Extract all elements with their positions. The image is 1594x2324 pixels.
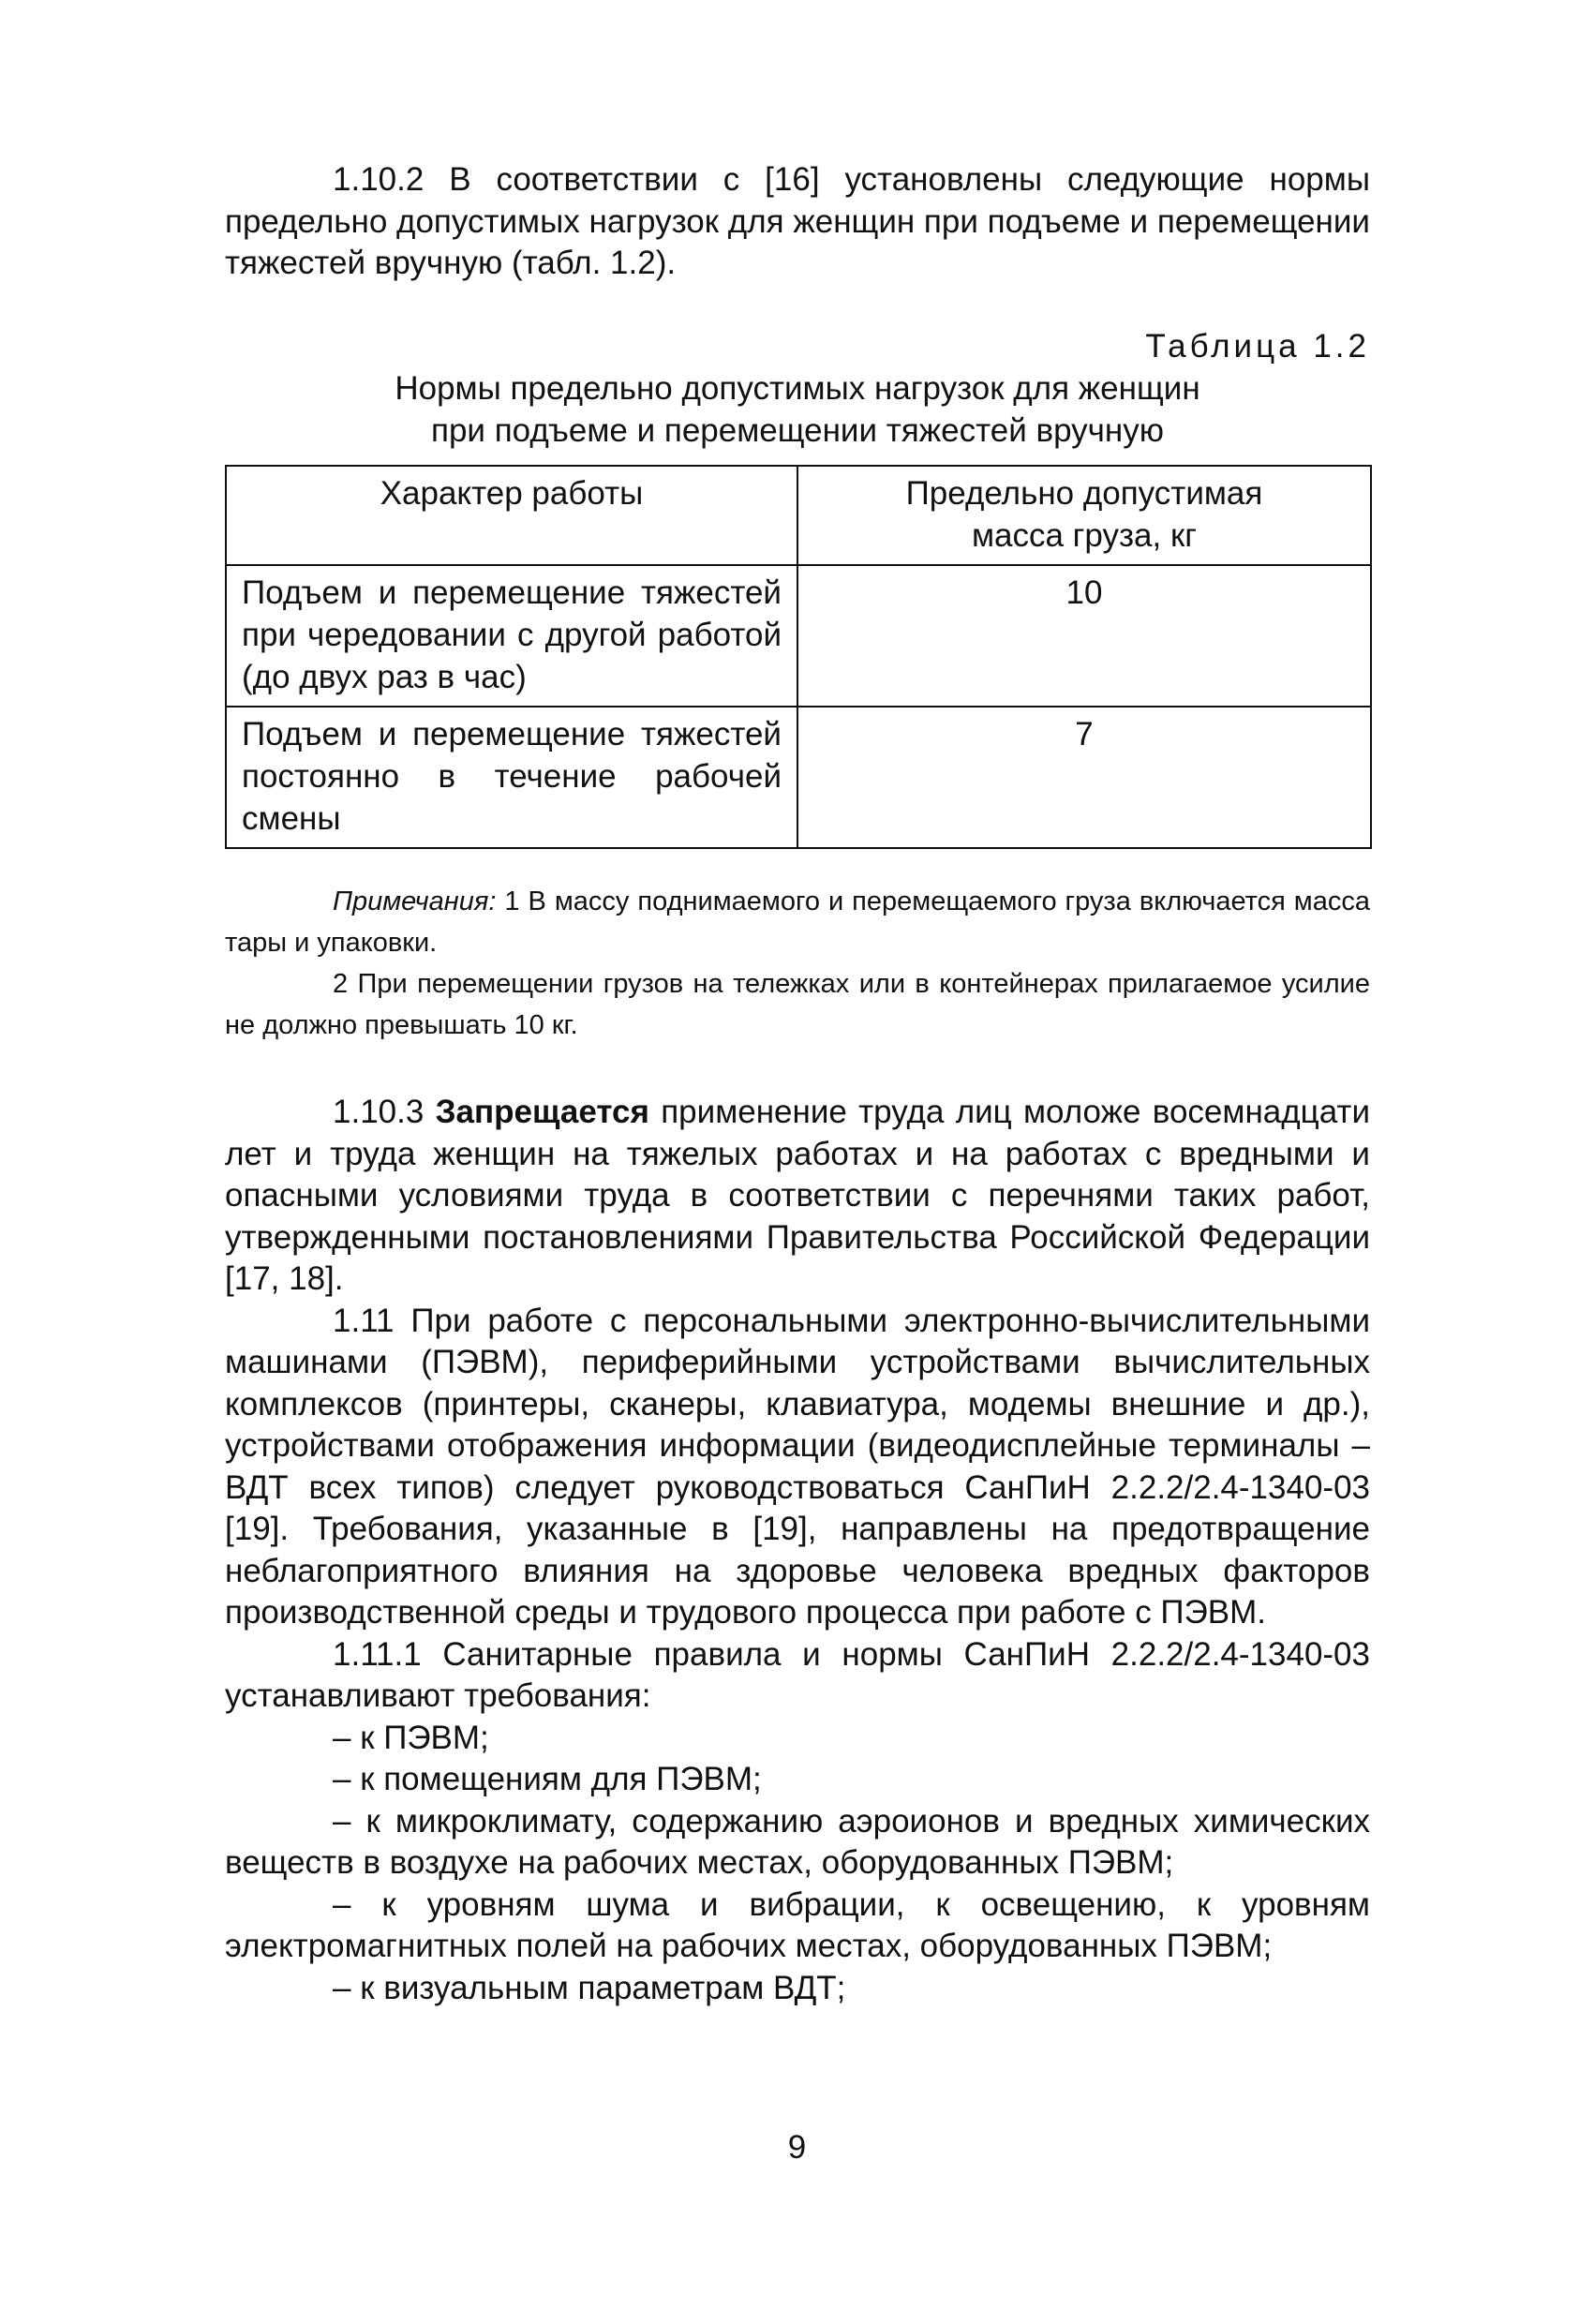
page-number: 9 [787, 2129, 807, 2166]
table-cell-mass: 10 [797, 565, 1371, 707]
paragraph-1-11-1: 1.11.1 Санитарные правила и нормы СанПиН 2.2.2/2.4-1340-03 устанавливают требования: [225, 1635, 1370, 1714]
table-cell-work: Подъем и перемещение тяжестей при чередовании с другой работой (до двух раз в час) [226, 565, 797, 707]
paragraph-rest: применение труда лиц моложе восемнадцати лет и труда женщин на тяжелых работах и на работах с вредными и опасными условиями труда в соответствии с перечнями таких работ, утвержденными постановлениями Правительства Российской Федерации [17, 18]. [225, 1094, 1370, 1297]
table-header-row [226, 466, 1371, 565]
table-title-line: Нормы предельно допустимых нагрузок для женщин [395, 370, 1200, 407]
table-title-line: при подъеме и перемещении тяжестей вручную [431, 412, 1164, 449]
notes-label: Примечания: [333, 886, 497, 916]
table-cell-mass: 7 [797, 707, 1371, 848]
list-item: – к помещениям для ПЭВМ; [333, 1761, 762, 1797]
list-item: – к визуальным параметрам ВДТ; [333, 1969, 846, 2006]
paragraph-1-10-3 [225, 1092, 1370, 1301]
table-header-cell: Характер работы [226, 466, 797, 565]
table-row [226, 565, 1371, 707]
list-item: – к уровням шума и вибрации, к освещению, к уровням электромагнитных полей на рабочих местах, оборудованных ПЭВМ; [225, 1885, 1370, 1964]
table-header-cell: Предельно допустимая масса груза, кг [797, 466, 1371, 565]
bold-term: Запрещается [435, 1094, 649, 1130]
note-1-text: 1 В массу поднимаемого и перемещаемого груза включается масса тары и упаковки. [225, 886, 1371, 958]
list-item: – к ПЭВМ; [333, 1719, 489, 1756]
note-1 [225, 881, 1370, 963]
main-text [225, 1092, 1370, 2009]
paragraph-1-10-2 [225, 159, 1370, 285]
table-number: Таблица 1.2 [1145, 328, 1370, 365]
table-cell-work: Подъем и перемещение тяжестей постоянно в течение рабочей смены [226, 707, 797, 848]
table-row [226, 707, 1371, 848]
note-2: 2 При перемещении грузов на тележках или в контейнерах прилагаемое усилие не должно превышать 10 кг. [225, 969, 1370, 1040]
paragraph-text: 1.10.2 В соответствии с [16] установлены следующие нормы предельно допустимых нагрузок для женщин при подъеме и перемещении тяжестей вручную (табл. 1.2). [225, 161, 1370, 281]
list-item: – к микроклимату, содержанию аэроионов и вредных химических веществ в воздухе на рабочих местах, оборудованных ПЭВМ; [225, 1802, 1370, 1881]
load-norms-table [225, 465, 1372, 849]
table-title [225, 367, 1370, 452]
paragraph-number: 1.10.3 [333, 1094, 425, 1130]
paragraph-1-11: 1.11 При работе с персональными электронно-вычислительными машинами (ПЭВМ), периферийными устройствами вычислительных комплексов (принтеры, сканеры, клавиатура, модемы внешние и др.), устройствами отображения информации (видеодисплейные терминалы – ВДТ всех типов) следует руководствоваться СанПиН 2.2.2/2.4-1340-03 [19]. Требования, указанные в [19], направлены на предотвращение неблагоприятного влияния на здоровье человека вредных факторов производственной среды и трудового процесса при работе с ПЭВМ. [225, 1302, 1370, 1631]
table-notes [225, 881, 1370, 1046]
